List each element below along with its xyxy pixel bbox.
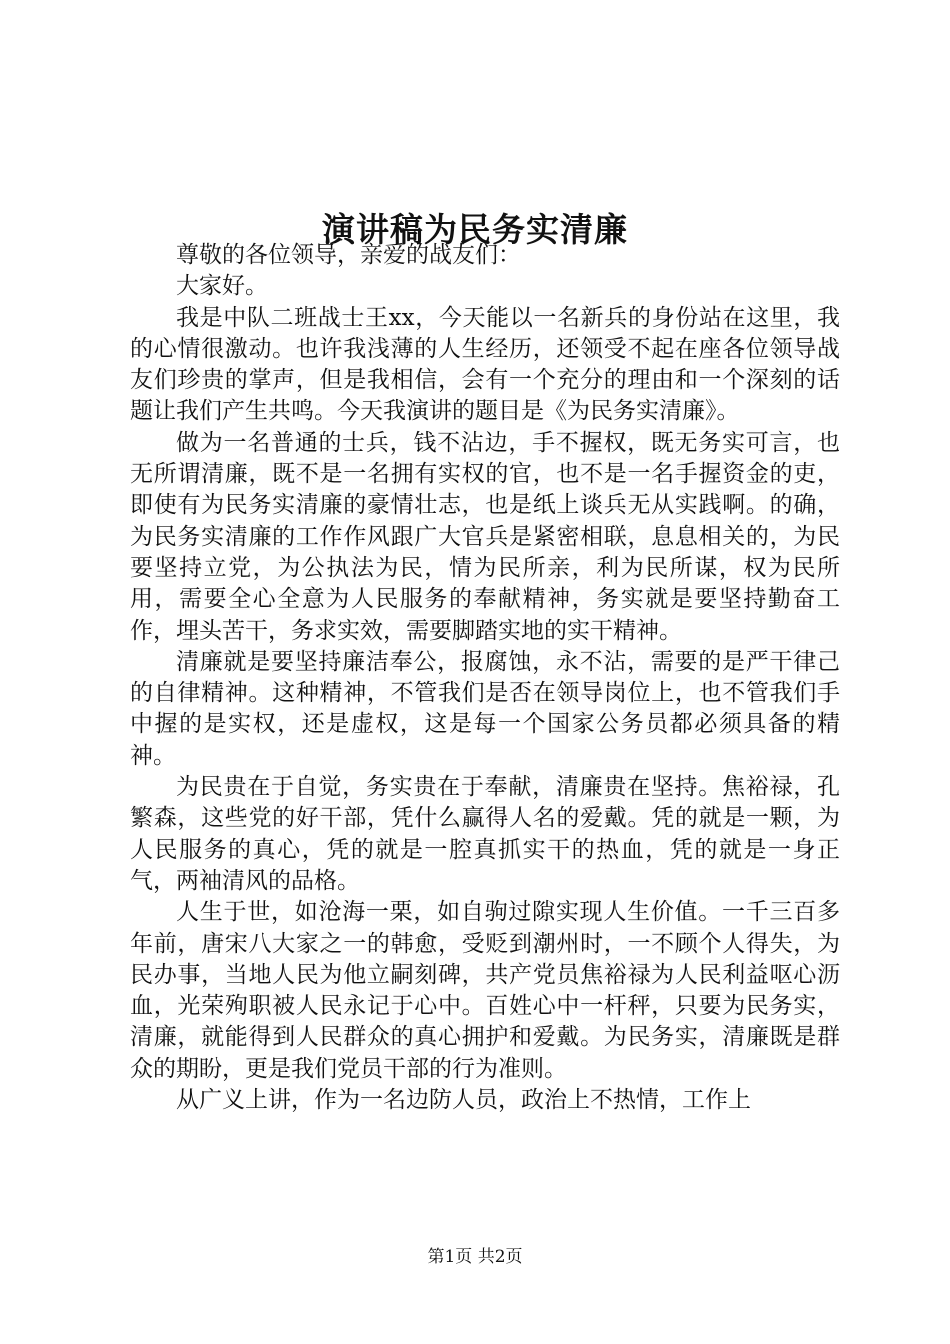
paragraph-introduction: 我是中队二班战士王xx，今天能以一名新兵的身份站在这里，我的心情很激动。也许我浅薄的人生经历，还领受不起在座各位领导战友们珍贵的掌声，但是我相信，会有一个充分的理由和一个深刻的话题让我们产生共鸣。今天我演讲的题目是《为民务实清廉》。 (130, 304, 840, 425)
paragraph-broad-sense: 从广义上讲，作为一名边防人员，政治上不热情，工作上 (176, 1087, 751, 1114)
document-body (130, 240, 840, 1116)
page-footer: 第1页 共2页 (427, 1247, 523, 1267)
paragraph-integrity: 清廉就是要坚持廉洁奉公，报腐蚀，永不沾，需要的是严干律己的自律精神。这种精神，不管我们是否在领导岗位上，也不管我们手中握的是实权，还是虚权，这是每一个国家公务员都必须具备的精神。 (130, 648, 840, 769)
paragraph-greeting: 尊敬的各位领导，亲爱的战友们： (176, 242, 521, 268)
document-title: 演讲稿为民务实清廉 (322, 210, 628, 250)
paragraph-life-value: 人生于世，如沧海一栗，如自驹过隙实现人生价值。一千三百多年前，唐宋八大家之一的韩愈，受贬到潮州时，一不顾个人得失，为民办事，当地人民为他立嗣刻碑，共产党员焦裕禄为人民利益呕心沥血，光荣殉职被人民永记于心中。百姓心中一杆秤，只要为民务实，清廉，就能得到人民群众的真心拥护和爱戴。为民务实，清廉既是群众的期盼，更是我们党员干部的行为准则。 (130, 899, 840, 1082)
paragraph-hello: 大家好。 (176, 273, 268, 300)
paragraph-role-models: 为民贵在于自觉，务实贵在于奉献，清廉贵在坚持。焦裕禄，孔繁森，这些党的好干部，凭什么赢得人名的爱戴。凭的就是一颗，为人民服务的真心，凭的就是一腔真抓实干的热血，凭的就是一身正气，两袖清风的品格。 (130, 774, 840, 894)
paragraph-ordinary-soldier: 做为一名普通的士兵，钱不沾边，手不握权，既无务实可言，也无所谓清廉，既不是一名拥有实权的官，也不是一名手握资金的吏，即使有为民务实清廉的豪情壮志，也是纸上谈兵无从实践啊。的确，为民务实清廉的工作作风跟广大官兵是紧密相联，息息相关的，为民要坚持立党，为公执法为民，情为民所亲，利为民所谋，权为民所用，需要全心全意为人民服务的奉献精神，务实就是要坚持勤奋工作，埋头苦干，务求实效，需要脚踏实地的实干精神。 (130, 429, 840, 644)
